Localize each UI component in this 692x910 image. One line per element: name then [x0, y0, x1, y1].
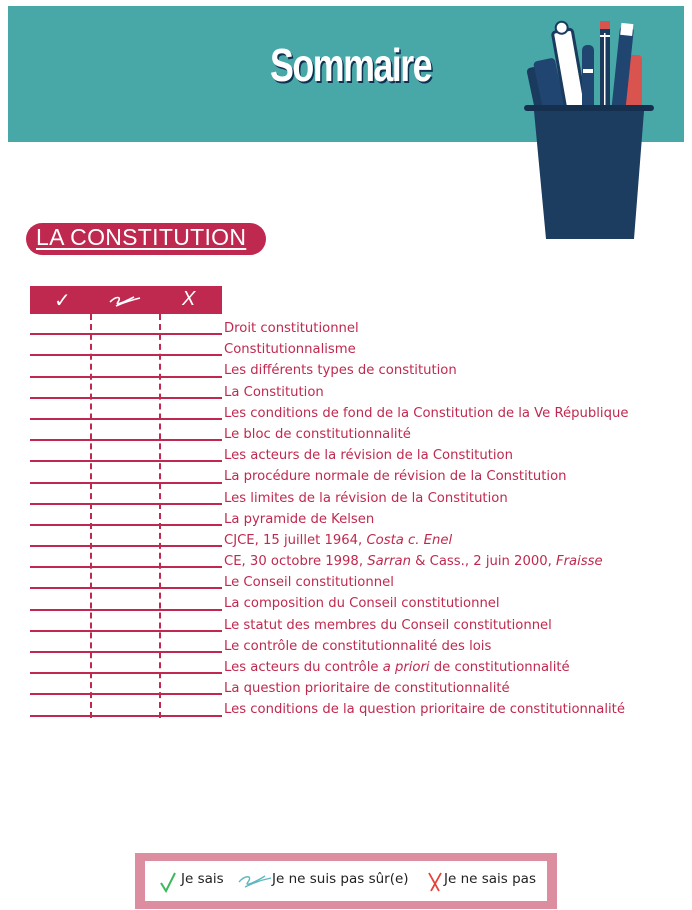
- list-item: La pyramide de Kelsen: [224, 511, 375, 527]
- list-item: Le bloc de constitutionnalité: [224, 426, 411, 442]
- legend-dont-know-label: Je ne sais pas: [444, 871, 536, 887]
- table-header: [30, 286, 222, 314]
- legend-know-label: Je sais: [181, 871, 224, 887]
- table-row[interactable]: [30, 568, 222, 589]
- scribble-icon: [108, 294, 142, 308]
- table-row[interactable]: [30, 378, 222, 399]
- list-item: Les acteurs de la révision de la Constitution: [224, 448, 513, 464]
- table-row[interactable]: [30, 484, 222, 505]
- list-item: La question prioritaire de constitutionnalité: [224, 681, 510, 697]
- table-row[interactable]: [30, 314, 222, 335]
- list-item: Les conditions de fond de la Constitution de la Ve République: [224, 405, 629, 421]
- list-item: La Constitution: [224, 384, 324, 400]
- table-row[interactable]: [30, 674, 222, 695]
- table-row[interactable]: [30, 695, 222, 716]
- list-item: Les différents types de constitution: [224, 363, 457, 379]
- check-icon: [159, 871, 177, 893]
- table-row[interactable]: [30, 632, 222, 653]
- list-item: Les acteurs du contrôle a priori de constitutionnalité: [224, 660, 570, 675]
- table-row[interactable]: [30, 335, 222, 356]
- list-item: CE, 30 octobre 1998, Sarran & Cass., 2 juin 2000, Fraisse: [224, 554, 603, 570]
- checklist-grid: [30, 314, 222, 717]
- cross-icon: X: [182, 288, 196, 310]
- cross-icon: [427, 871, 443, 893]
- pencil-cup-icon: [520, 15, 660, 245]
- page-title: Sommaire: [270, 39, 432, 91]
- table-row[interactable]: [30, 356, 222, 377]
- table-row[interactable]: [30, 526, 222, 547]
- section-title: LA CONSTITUTION: [36, 224, 247, 250]
- list-item: Le Conseil constitutionnel: [224, 575, 394, 591]
- list-item: Les limites de la révision de la Constitution: [224, 490, 508, 506]
- check-icon: ✓: [54, 288, 71, 312]
- list-item: Droit constitutionnel: [224, 321, 359, 336]
- legend-box: [145, 861, 547, 901]
- table-row[interactable]: [30, 611, 222, 632]
- table-row[interactable]: [30, 505, 222, 526]
- list-item: Le statut des membres du Conseil constitutionnel: [224, 617, 552, 633]
- legend-unsure-label: Je ne suis pas sûr(e): [272, 871, 409, 887]
- list-item: Les conditions de la question prioritaire de constitutionnalité: [224, 702, 625, 718]
- topic-list: [224, 318, 628, 721]
- list-item: Constitutionnalisme: [224, 342, 356, 358]
- list-item: CJCE, 15 juillet 1964, Costa c. Enel: [224, 532, 453, 548]
- table-row[interactable]: [30, 589, 222, 610]
- table-row[interactable]: [30, 547, 222, 568]
- table-row[interactable]: [30, 462, 222, 483]
- table-row[interactable]: [30, 653, 222, 674]
- legend: [135, 853, 557, 909]
- list-item: La composition du Conseil constitutionnel: [224, 596, 500, 612]
- scribble-icon: [237, 873, 273, 889]
- list-item: La procédure normale de révision de la Constitution: [224, 469, 567, 485]
- section-title-badge: [26, 223, 266, 255]
- table-row[interactable]: [30, 420, 222, 441]
- list-item: Le contrôle de constitutionnalité des lois: [224, 638, 492, 654]
- table-row[interactable]: [30, 399, 222, 420]
- table-row[interactable]: [30, 441, 222, 462]
